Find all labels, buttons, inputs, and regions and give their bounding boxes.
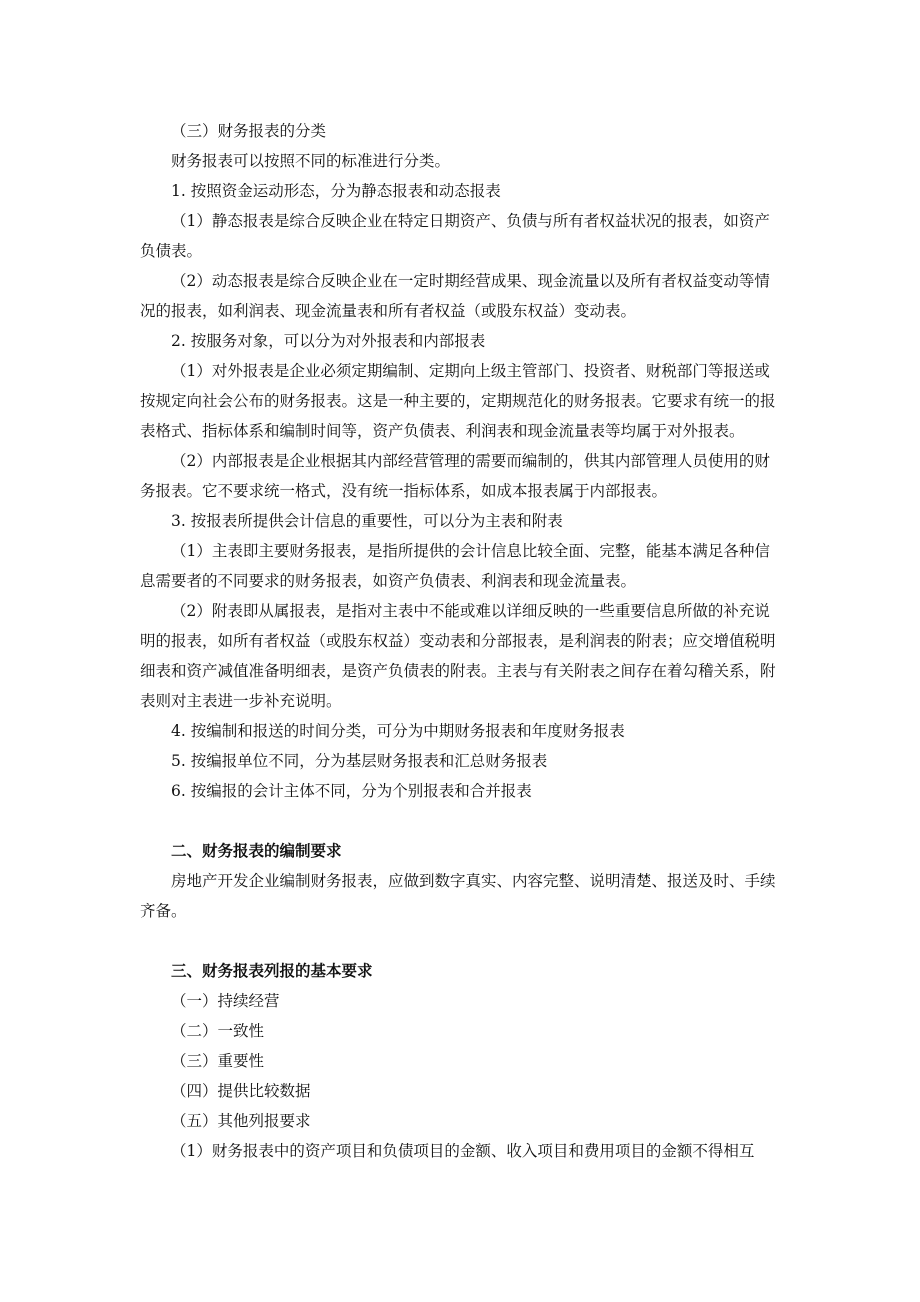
paragraph-preparation-requirements: 房地产开发企业编制财务报表，应做到数字真实、内容完整、说明清楚、报送及时、手续齐备。 <box>140 872 776 920</box>
list-item: （五）其他列报要求 <box>171 1112 311 1130</box>
paragraph-intro: 财务报表可以按照不同的标准进行分类。 <box>171 152 451 170</box>
list-item: （四）提供比较数据 <box>171 1082 311 1100</box>
spacer <box>140 806 782 836</box>
category-6-title: 6. 按编报的会计主体不同，分为个别报表和合并报表 <box>171 782 532 800</box>
section-heading-classification: （三）财务报表的分类 <box>171 122 327 140</box>
part-2-heading: 二、财务报表的编制要求 <box>171 841 342 860</box>
document-body <box>140 116 782 1166</box>
paragraph-external-report: （1）对外报表是企业必须定期编制、定期向上级主管部门、投资者、财税部门等报送或按规定向社会公布的财务报表。这是一种主要的，定期规范化的财务报表。它要求有统一的报表格式、指标体系和编制时间等，资产负债表、利润表和现金流量表等均属于对外报表。 <box>140 362 776 440</box>
category-2-title: 2. 按服务对象，可以分为对外报表和内部报表 <box>171 332 486 350</box>
paragraph-attached-report: （2）附表即从属报表，是指对主表中不能或难以详细反映的一些重要信息所做的补充说明的报表，如所有者权益（或股东权益）变动表和分部报表，是利润表的附表；应交增值税明细表和资产减值准备明细表，是资产负债表的附表。主表与有关附表之间存在着勾稽关系，附表则对主表进一步补充说明。 <box>140 602 776 710</box>
paragraph-offset-rule: （1）财务报表中的资产项目和负债项目的金额、收入项目和费用项目的金额不得相互 <box>171 1142 755 1160</box>
paragraph-dynamic-report: （2）动态报表是综合反映企业在一定时期经营成果、现金流量以及所有者权益变动等情况的报表，如利润表、现金流量表和所有者权益（或股东权益）变动表。 <box>140 272 770 320</box>
category-4-title: 4. 按编制和报送的时间分类，可分为中期财务报表和年度财务报表 <box>171 722 625 740</box>
list-item: （三）重要性 <box>171 1052 265 1070</box>
part-3-heading: 三、财务报表列报的基本要求 <box>171 961 373 980</box>
list-item: （二）一致性 <box>171 1022 265 1040</box>
spacer <box>140 926 782 956</box>
paragraph-static-report: （1）静态报表是综合反映企业在特定日期资产、负债与所有者权益状况的报表，如资产负债表。 <box>140 212 770 260</box>
list-item: （一）持续经营 <box>171 992 280 1010</box>
paragraph-internal-report: （2）内部报表是企业根据其内部经营管理的需要而编制的，供其内部管理人员使用的财务报表。它不要求统一格式，没有统一指标体系，如成本报表属于内部报表。 <box>140 452 770 500</box>
paragraph-main-report: （1）主表即主要财务报表，是指所提供的会计信息比较全面、完整，能基本满足各种信息需要者的不同要求的财务报表，如资产负债表、利润表和现金流量表。 <box>140 542 770 590</box>
category-1-title: 1. 按照资金运动形态，分为静态报表和动态报表 <box>171 182 501 200</box>
category-3-title: 3. 按报表所提供会计信息的重要性，可以分为主表和附表 <box>171 512 563 530</box>
category-5-title: 5. 按编报单位不同，分为基层财务报表和汇总财务报表 <box>171 752 548 770</box>
